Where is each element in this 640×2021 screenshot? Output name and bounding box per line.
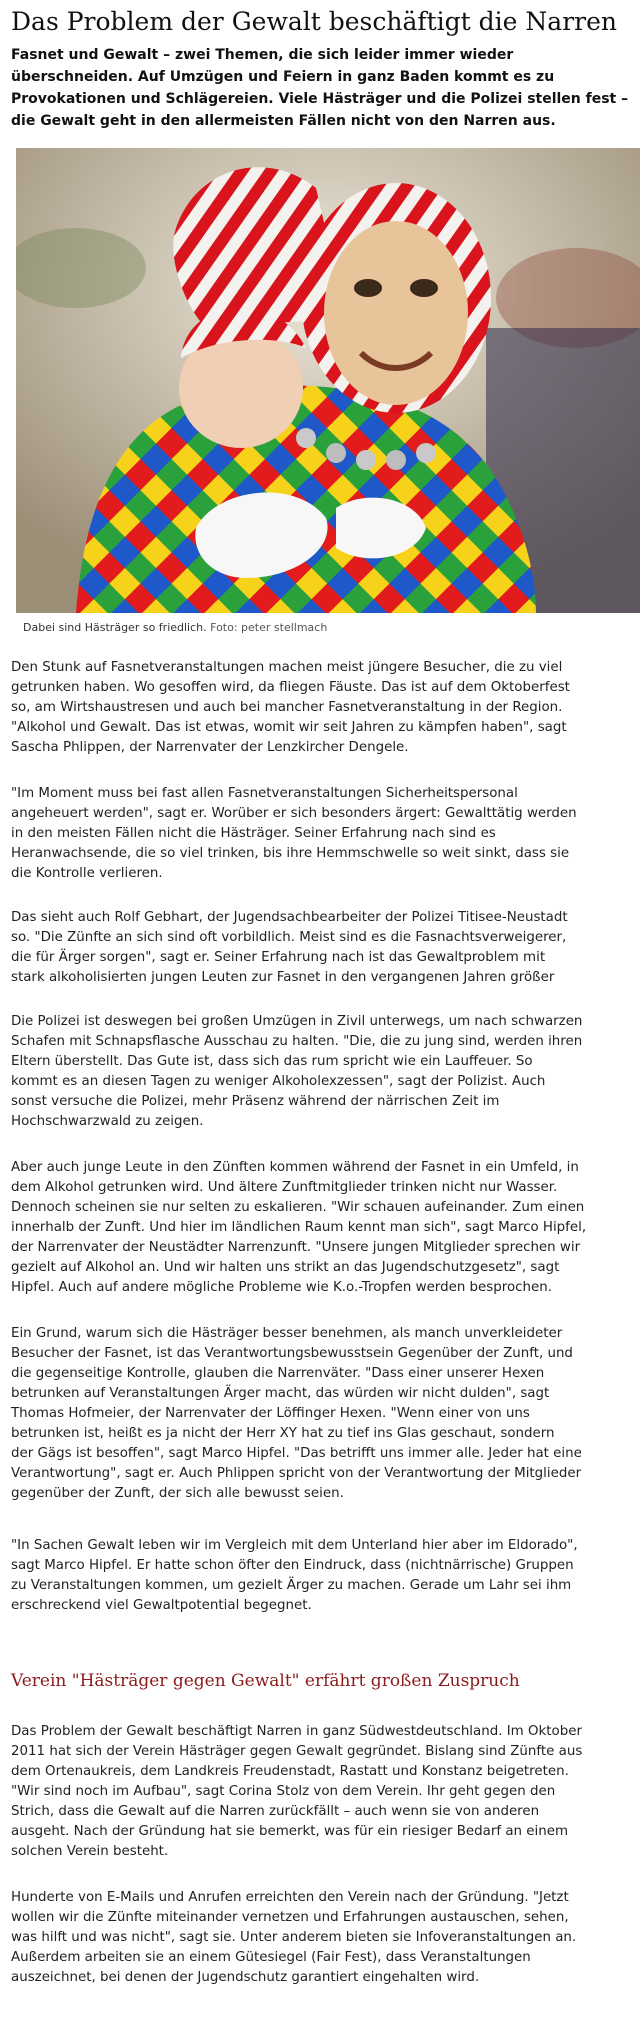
article-paragraph xyxy=(11,1722,640,1862)
paragraph-line: stark alkoholisierten jungen Leuten zur Fasnet in den vergangenen Jahren größer xyxy=(11,970,555,985)
paragraph-line: was hilft und was nicht", sagt sie. Unter anderem bieten sie Infoveranstaltungen an. xyxy=(11,1930,577,1945)
paragraph-line: Außerdem arbeiten sie an einem Gütesiegel (Fair Fest), dass Veranstaltungen xyxy=(11,1950,531,1965)
paragraph-line: sonst versuche die Polizei, mehr Präsenz während der närrischen Zeit im xyxy=(11,1094,500,1109)
paragraph-line: Das Problem der Gewalt beschäftigt Narren in ganz Südwestdeutschland. Im Oktober xyxy=(11,1724,582,1739)
paragraph-line: erschreckend viel Gewaltpotential begegnet. xyxy=(11,1598,312,1613)
paragraph-line: Sascha Phlippen, der Narrenvater der Lenzkircher Dengele. xyxy=(11,740,409,755)
photo-jester-with-baby xyxy=(16,148,640,613)
paragraph-line: so. "Die Zünfte an sich sind oft vorbildlich. Meist sind es die Fasnachtsverweigerer, xyxy=(11,930,567,945)
paragraph-line: Dennoch scheinen sie nur selten zu eskalieren. "Wir schauen aufeinander. Zum einen xyxy=(11,1200,585,1215)
paragraph-line: Thomas Hofmeier, der Narrenvater der Löffinger Hexen. "Wenn einer von uns xyxy=(11,1406,530,1421)
article-paragraph xyxy=(11,1158,640,1298)
paragraph-line: die gegenseitige Kontrolle, glauben die Narrenväter. "Dass einer unserer Hexen xyxy=(11,1366,545,1381)
paragraph-line: getrunken haben. Wo gesoffen wird, da fliegen Fäuste. Das ist auf dem Oktoberfest xyxy=(11,680,570,695)
paragraph-line: Hochschwarzwald zu zeigen. xyxy=(11,1114,204,1129)
lead-line: die Gewalt geht in den allermeisten Fällen nicht von den Narren aus. xyxy=(11,113,556,129)
paragraph-line: "Wir sind noch im Aufbau", sagt Corina Stolz von dem Verein. Ihr geht gegen den xyxy=(11,1784,556,1799)
paragraph-line: dem Alkohol getrunken wird. Und ältere Zunftmitglieder trinken nicht nur Wasser. xyxy=(11,1180,558,1195)
paragraph-line: auszeichnet, bei denen der Jugendschutz garantiert eingehalten wird. xyxy=(11,1970,480,1985)
lead-line: Provokationen und Schlägereien. Viele Hästräger und die Polizei stellen fest – xyxy=(11,91,629,107)
paragraph-line: zu Veranstaltungen kommen, um gezielt Ärger zu machen. Gerade um Lahr sei ihm xyxy=(11,1578,572,1593)
article-lead xyxy=(11,44,640,132)
paragraph-line: die für Ärger sorgen", sagt er. Seiner Erfahrung nach ist das Gewaltproblem mit xyxy=(11,950,546,965)
paragraph-line: Eltern überstellt. Das Gute ist, dass sich das rum spricht wie ein Lauffeuer. So xyxy=(11,1054,533,1069)
paragraph-line: Hipfel. Auch auf andere mögliche Probleme wie K.o.-Tropfen werden besprochen. xyxy=(11,1280,553,1295)
paragraph-line: "Im Moment muss bei fast allen Fasnetveranstaltungen Sicherheitspersonal xyxy=(11,786,518,801)
paragraph-line: Schafen mit Schnapsflasche Ausschau zu halten. "Die, die zu jung sind, werden ihren xyxy=(11,1034,583,1049)
paragraph-line: Verantwortung", sagt er. Auch Phlippen spricht von der Verantwortung der Mitglieder xyxy=(11,1466,582,1481)
lead-line: Fasnet und Gewalt – zwei Themen, die sich leider immer wieder xyxy=(11,47,514,63)
paragraph-line: der Narrenvater der Neustädter Narrenzunft. "Unsere jungen Mitglieder sprechen wir xyxy=(11,1240,581,1255)
paragraph-line: angeheuert werden", sagt er. Worüber er sich besonders ärgert: Gewalttätig werden xyxy=(11,806,577,821)
paragraph-line: gezielt auf Alkohol an. Und wir halten uns strikt an das Jugendschutzgesetz", sagt xyxy=(11,1260,560,1275)
paragraph-line: sagt Marco Hipfel. Er hatte schon öfter den Eindruck, dass (nichtnärrische) Gruppen xyxy=(11,1558,574,1573)
photo-caption xyxy=(23,620,327,636)
paragraph-line: dem Ortenaukreis, dem Landkreis Freudenstadt, Rastatt und Konstanz beigetreten. xyxy=(11,1764,569,1779)
paragraph-line: so, am Wirtshaustresen und auch bei mancher Fasnetveranstaltung in der Region. xyxy=(11,700,563,715)
article-paragraph xyxy=(11,1012,640,1132)
paragraph-line: der Gägs ist besoffen", sagt Marco Hipfel. "Das betrifft uns immer alle. Jeder hat eine xyxy=(11,1446,582,1461)
article-paragraph xyxy=(11,1324,640,1504)
paragraph-line: Die Polizei ist deswegen bei großen Umzügen in Zivil unterwegs, um nach schwarzen xyxy=(11,1014,583,1029)
article-headline: Das Problem der Gewalt beschäftigt die Narren xyxy=(11,7,617,36)
article-paragraph xyxy=(11,1536,640,1616)
paragraph-line: innerhalb der Zunft. Und hier im ländlichen Raum kennt man sich", sagt Marco Hipfel, xyxy=(11,1220,587,1235)
paragraph-line: gegenüber der Zunft, der sich alle bewusst seien. xyxy=(11,1486,344,1501)
photo-caption-text: Dabei sind Hästräger so friedlich. xyxy=(23,621,207,634)
paragraph-line: solchen Verein besteht. xyxy=(11,1844,169,1859)
paragraph-line: Ein Grund, warum sich die Hästräger besser benehmen, als manch unverkleideter xyxy=(11,1326,563,1341)
article-paragraph xyxy=(11,1888,640,1988)
paragraph-line: ausgeht. Nach der Gründung hat sie bemerkt, was für ein riesiger Bedarf an einem xyxy=(11,1824,569,1839)
article-subheading: Verein "Hästräger gegen Gewalt" erfährt großen Zuspruch xyxy=(11,1671,520,1691)
paragraph-line: 2011 hat sich der Verein Hästräger gegen Gewalt gegründet. Bislang sind Zünfte aus xyxy=(11,1744,583,1759)
paragraph-line: kommt es an diesen Tagen zu weniger Alkoholexzessen", sagt der Polizist. Auch xyxy=(11,1074,546,1089)
article-paragraph xyxy=(11,658,640,758)
paragraph-line: Aber auch junge Leute in den Zünften kommen während der Fasnet in ein Umfeld, in xyxy=(11,1160,579,1175)
paragraph-line: "Alkohol und Gewalt. Das ist etwas, womit wir seit Jahren zu kämpfen haben", sagt xyxy=(11,720,567,735)
paragraph-line: Besucher der Fasnet, ist das Verantwortungsbewusstsein Gegenüber der Zunft, und xyxy=(11,1346,573,1361)
paragraph-line: betrunken auf Veranstaltungen Ärger macht, das würden wir nicht dulden", sagt xyxy=(11,1386,550,1401)
paragraph-line: die Kontrolle verlieren. xyxy=(11,866,163,881)
paragraph-line: Das sieht auch Rolf Gebhart, der Jugendsachbearbeiter der Polizei Titisee-Neustadt xyxy=(11,910,568,925)
article-paragraph xyxy=(11,908,640,988)
article-paragraph xyxy=(11,784,640,884)
paragraph-line: Strich, dass die Gewalt auf die Narren zurückfällt – auch wenn sie von anderen xyxy=(11,1804,540,1819)
paragraph-line: Den Stunk auf Fasnetveranstaltungen machen meist jüngere Besucher, die zu viel xyxy=(11,660,563,675)
lead-line: überschneiden. Auf Umzügen und Feiern in ganz Baden kommt es zu xyxy=(11,69,555,85)
paragraph-line: wollen wir die Zünfte miteinander vernetzen und Erfahrungen austauschen, sehen, xyxy=(11,1910,569,1925)
paragraph-line: Heranwachsende, die so viel trinken, bis ihre Hemmschwelle so weit sinkt, dass sie xyxy=(11,846,570,861)
paragraph-line: in den meisten Fällen nicht die Hästräger. Seiner Erfahrung nach sind es xyxy=(11,826,496,841)
paragraph-line: Hunderte von E-Mails und Anrufen erreichten den Verein nach der Gründung. "Jetzt xyxy=(11,1890,569,1905)
paragraph-line: betrunken ist, heißt es ja nicht der Herr XY hat zu tief ins Glas geschaut, sondern xyxy=(11,1426,555,1441)
photo-credit: Foto: peter stellmach xyxy=(210,621,328,634)
article-photo xyxy=(16,148,640,613)
paragraph-line: "In Sachen Gewalt leben wir im Vergleich mit dem Unterland hier aber im Eldorado", xyxy=(11,1538,578,1553)
